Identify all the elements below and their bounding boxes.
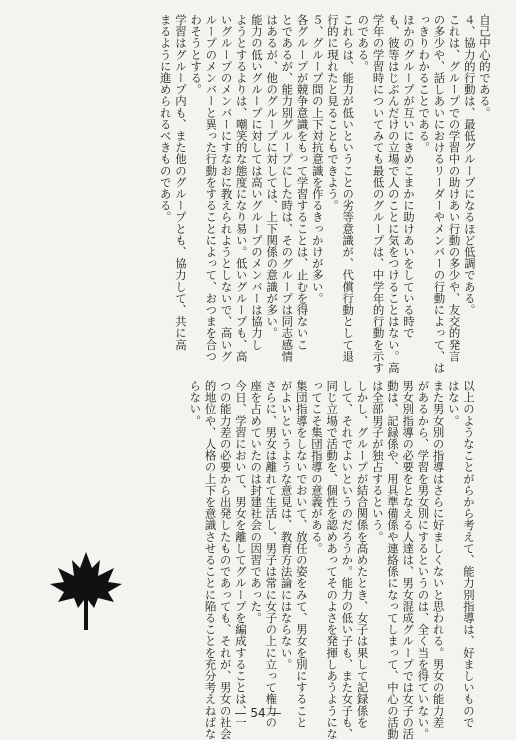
text-line: ４、協力的行動は、最低グループになるほど低調である。	[462, 14, 477, 316]
text-line: 今日、学習において、男女を離してグループを編成することは、一	[233, 380, 248, 728]
text-line: まるように進められるべきものである。	[158, 14, 173, 223]
text-line: 男女別指導の必要をとなえる人達は、男女混成グループでは女子の活	[401, 380, 416, 740]
text-line: がよいというような意見は、教育方法論にはならない。	[279, 380, 294, 670]
text-line: 各グループが競争意識をもって学習することは、止むを得ないこ	[295, 14, 310, 351]
text-line: また男女別の指導はさらに好ましくないと思われる。男女の能力差	[431, 380, 446, 728]
text-line: 的地位や、人格の上下を意識させることに陥ることを充分考えねばな	[203, 380, 218, 740]
text-line: 座を占めていたのは封建社会の因習であった。	[249, 380, 264, 624]
text-line: 学習はグループ内も、また他のグループとも、協力して、共に高	[173, 14, 188, 351]
text-line: しかし、グループが結合関係を高めたとき、女子は果して記録係を	[355, 380, 370, 728]
text-line: があるから、学習を男女別にするというのは、全く当を得ていない。	[416, 380, 431, 740]
text-line: 同じ立場で活動を、個性を認めあってそのよさを発揮しあうようにな	[325, 380, 340, 740]
text-line: ループのメンバーと異った行動をすることによって、おつまを合つ	[204, 14, 219, 362]
text-line: さらに、男女は離れて生活し、男子は常に女子の上に立って権力の	[264, 380, 279, 728]
text-line: はあるが、他のグループに対しては、上下関係の意識が多い。	[265, 14, 280, 339]
text-line: 能力の低いグループに対しては高いグループのメンバーは協力し	[249, 14, 264, 351]
text-line: 以上のようなことがらから考えて、能力別指導は、好ましいもので	[462, 380, 476, 728]
text-line: 行的に現れたと見ることもできよう。	[325, 14, 340, 212]
text-line: いグループのメンバーにすなおに教えられようとしないで、高いグ	[219, 14, 234, 362]
text-line: して、それでよいというのだろうか。能力の低い子も、また女子も、	[340, 380, 355, 740]
text-line: のである。	[356, 14, 371, 72]
text-line: つの能力差の必要から出発したものであっても、それが、男女の社会	[218, 380, 233, 740]
text-line: とであるが、能力別グループにした時は、そのグループは同志感情	[280, 14, 295, 362]
text-line: 動は、記録係や、用具準備係や連絡係になってしまって、中心の活動	[385, 380, 400, 740]
text-line: ようとするよりは、嘲笑的な態度になり易い。低いグループも、高	[234, 14, 249, 362]
text-line: わそうとする。	[189, 14, 204, 96]
upper-text-block	[158, 14, 492, 374]
text-line: も、彼等はじぶんだけの立場で人のことに気をつけることはない。高	[386, 14, 401, 374]
maple-leaf-icon	[48, 550, 124, 632]
text-line: らない。	[188, 380, 203, 427]
text-line: は全部男子が独占するという。	[370, 380, 385, 543]
text-line: 集団指導をしないでおいて、放任の姿をみて、男女を別にすること	[294, 380, 309, 728]
text-line: 自己中心的である。	[478, 14, 492, 119]
text-line: これらは、能力が低いということの劣等意識が、代償行動として退	[341, 14, 356, 362]
page-number: — 54 —	[234, 706, 282, 720]
text-line: ５、グループ間の上下対抗意識を作るきっかけが多い。	[310, 14, 325, 304]
text-line: はない。	[446, 380, 461, 427]
text-line: 学年の学習時についてみても最低のグループは、中学年的行動を示す	[371, 14, 386, 374]
text-line: ってこそ集団指導の意義がある。	[309, 380, 324, 554]
text-line: これは、グループでの学習中の助けあい行動の多少や、友交的発言	[447, 14, 462, 362]
text-line: の多少や、話しあいにおけるリーダーやメンバーの行動によって、は	[432, 14, 447, 374]
text-line: ほかのグループが互いにきめこまかに助けあいをしている時で	[401, 14, 416, 339]
text-line: っきりわかることである。	[417, 14, 432, 154]
